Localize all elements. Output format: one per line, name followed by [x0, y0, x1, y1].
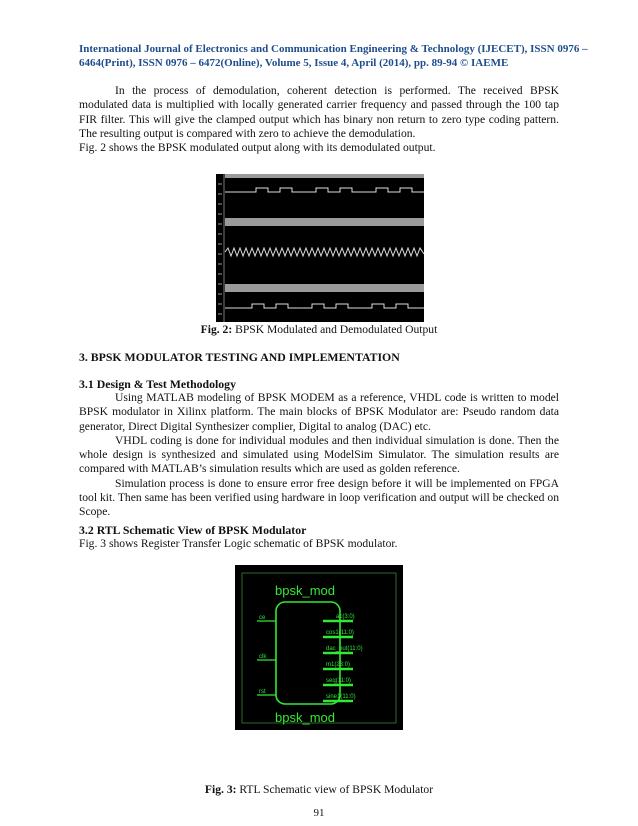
fig3-caption — [0, 783, 638, 796]
section-3-1-heading: 3.1 Design & Test Methodology — [79, 377, 236, 391]
input-port-rst: rst — [259, 689, 266, 695]
section-3-1-text — [79, 391, 559, 520]
journal-header — [79, 42, 588, 70]
output-port-m1: m1(23:0) — [326, 662, 351, 668]
fig2-waveform-svg — [216, 174, 424, 322]
section-3-2-heading: 3.2 RTL Schematic View of BPSK Modulator — [79, 523, 307, 537]
fig2-label: Fig. 2: — [200, 323, 233, 336]
fig3-schematic-svg — [235, 565, 403, 730]
header-line-1: International Journal of Electronics and Communication Engineering & Technology (IJECET), ISSN 0976 – — [79, 43, 588, 55]
input-port-ce: ce — [259, 615, 266, 621]
fig3-caption-text: RTL Schematic view of BPSK Modulator — [236, 783, 434, 796]
fig2-waveform-image — [216, 174, 424, 322]
intro-paragraph-1: In the process of demodulation, coherent detection is performed. The received BPSK modulated data is multiplied with locally generated carrier frequency and passed through the 100 tap FIR filter. This will give the clamped output which has binary non return to zero type coding pattern. The resulting output is compared with zero to achieve the demodulation. — [79, 84, 559, 140]
section-3-2-paragraph: Fig. 3 shows Register Transfer Logic schematic of BPSK modulator. — [79, 537, 398, 550]
section-3-1-paragraph-1: Using MATLAB modeling of BPSK MODEM as a reference, VHDL code is written to model BPSK modulator in Xilinx platform. The main blocks of BPSK Modulator are: Pseudo random data generator, Direct Digital Synthesizer complier, Digital to analog (DAC) etc. — [79, 391, 559, 433]
header-line-2: 6464(Print), ISSN 0976 – 6472(Online), Volume 5, Issue 4, April (2014), pp. 89-94 © IAEME — [79, 57, 509, 69]
section-3-heading: 3. BPSK MODULATOR TESTING AND IMPLEMENTATION — [79, 350, 400, 364]
fig2-caption-text: BPSK Modulated and Demodulated Output — [232, 323, 438, 336]
fig2-caption — [0, 323, 638, 336]
output-port-seq: seq(11:0) — [326, 678, 351, 684]
page-number: 91 — [313, 807, 325, 819]
fig3-schematic-image — [235, 565, 403, 730]
intro-text — [79, 84, 559, 155]
block-title-bottom: bpsk_mod — [275, 710, 335, 725]
block-title-top: bpsk_mod — [275, 583, 335, 598]
section-3-1-paragraph-2: VHDL coding is done for individual modules and then individual simulation is done. Then the whole design is synthesized and simulated using ModelSim Simulator. The simulation results are compared with MATLAB’s simulation results which are used as golden reference. — [79, 433, 559, 476]
output-port-sine1: sine1(11:0) — [326, 694, 356, 700]
fig3-label: Fig. 3: — [204, 783, 237, 796]
output-port-dac-out: dac_out(11:0) — [326, 646, 363, 652]
output-port-cos1: cos1(11:0) — [326, 630, 354, 636]
input-port-clk: clk — [259, 654, 267, 660]
output-port-ac: ac(3:0) — [336, 614, 355, 620]
intro-paragraph-2: Fig. 2 shows the BPSK modulated output along with its demodulated output. — [79, 141, 436, 155]
section-3-1-paragraph-3: Simulation process is done to ensure error free design before it will be implemented on FPGA tool kit. Then same has been verified using hardware in loop verification and output will be checked on Scope. — [79, 476, 559, 519]
